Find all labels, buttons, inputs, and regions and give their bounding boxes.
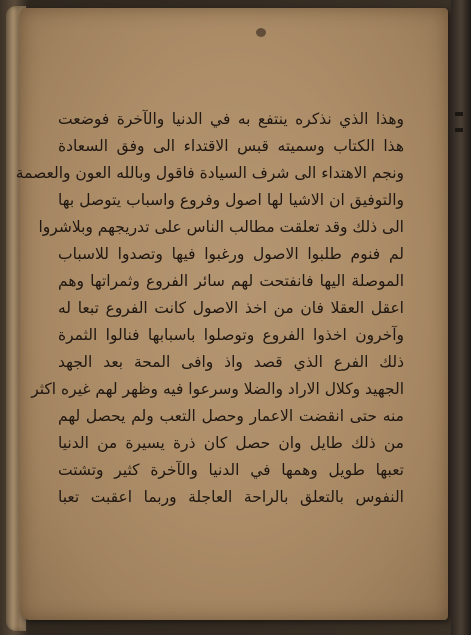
text-line: ونجم الاهتداء الى شرف السيادة فاقول وبالله العون والعصمة	[15, 164, 404, 182]
opposite-page-strip	[451, 0, 471, 635]
text-line: وهذا الذي نذكره ينتفع به في الدنيا والآخرة فوضعت	[58, 110, 404, 128]
strip-mark	[455, 112, 463, 116]
text-line: الموصلة اليها فانفتحت لهم سائر الفروع وثمراتها وهم	[58, 272, 404, 290]
text-line: النفوس بالتعلق بالراحة العاجلة وربما اعقبت تعبا	[58, 488, 404, 506]
text-line: من ذلك طايل وان حصل كان ذرة يسيرة من الدنيا	[58, 434, 404, 452]
text-line: الى ذلك وقد تعلقت مطالب الناس على تدريجهم وبلاشروا	[38, 218, 404, 236]
text-line: منه حتى انقضت الاعمار وحصل التعب ولم يحصل لهم	[58, 407, 404, 425]
manuscript-text	[15, 106, 404, 511]
strip-mark	[455, 128, 463, 132]
text-line: هذا الكتاب وسميته قبس الاقتداء الى وفق السعادة	[58, 137, 404, 155]
text-line: ذلك الفرع الذي قصد واذ وافى المحة بعد الجهد	[58, 353, 404, 371]
text-line: الجهيد وكلال الاراد والضلا وسرعوا فيه وظهر لهم غيره اكثر	[31, 380, 404, 398]
text-line: اعقل العقلا فان من اخذ الاصول كانت الفروع تبعا له	[58, 299, 404, 317]
ink-stain	[256, 28, 266, 37]
text-line: والتوفيق ان الاشيا لها اصول وفروع واسباب يتوصل بها	[58, 191, 404, 209]
text-line: وآخرون اخذوا الفروع وتوصلوا باسبابها فنالوا الثمرة	[58, 326, 404, 344]
text-line: لم فنوم طلبوا الاصول ورغبوا فيها وتصدوا للاسباب	[58, 245, 404, 263]
text-line: تعبها طويل وهمها في الدنيا والآخرة كثير وتشتت	[58, 461, 404, 479]
